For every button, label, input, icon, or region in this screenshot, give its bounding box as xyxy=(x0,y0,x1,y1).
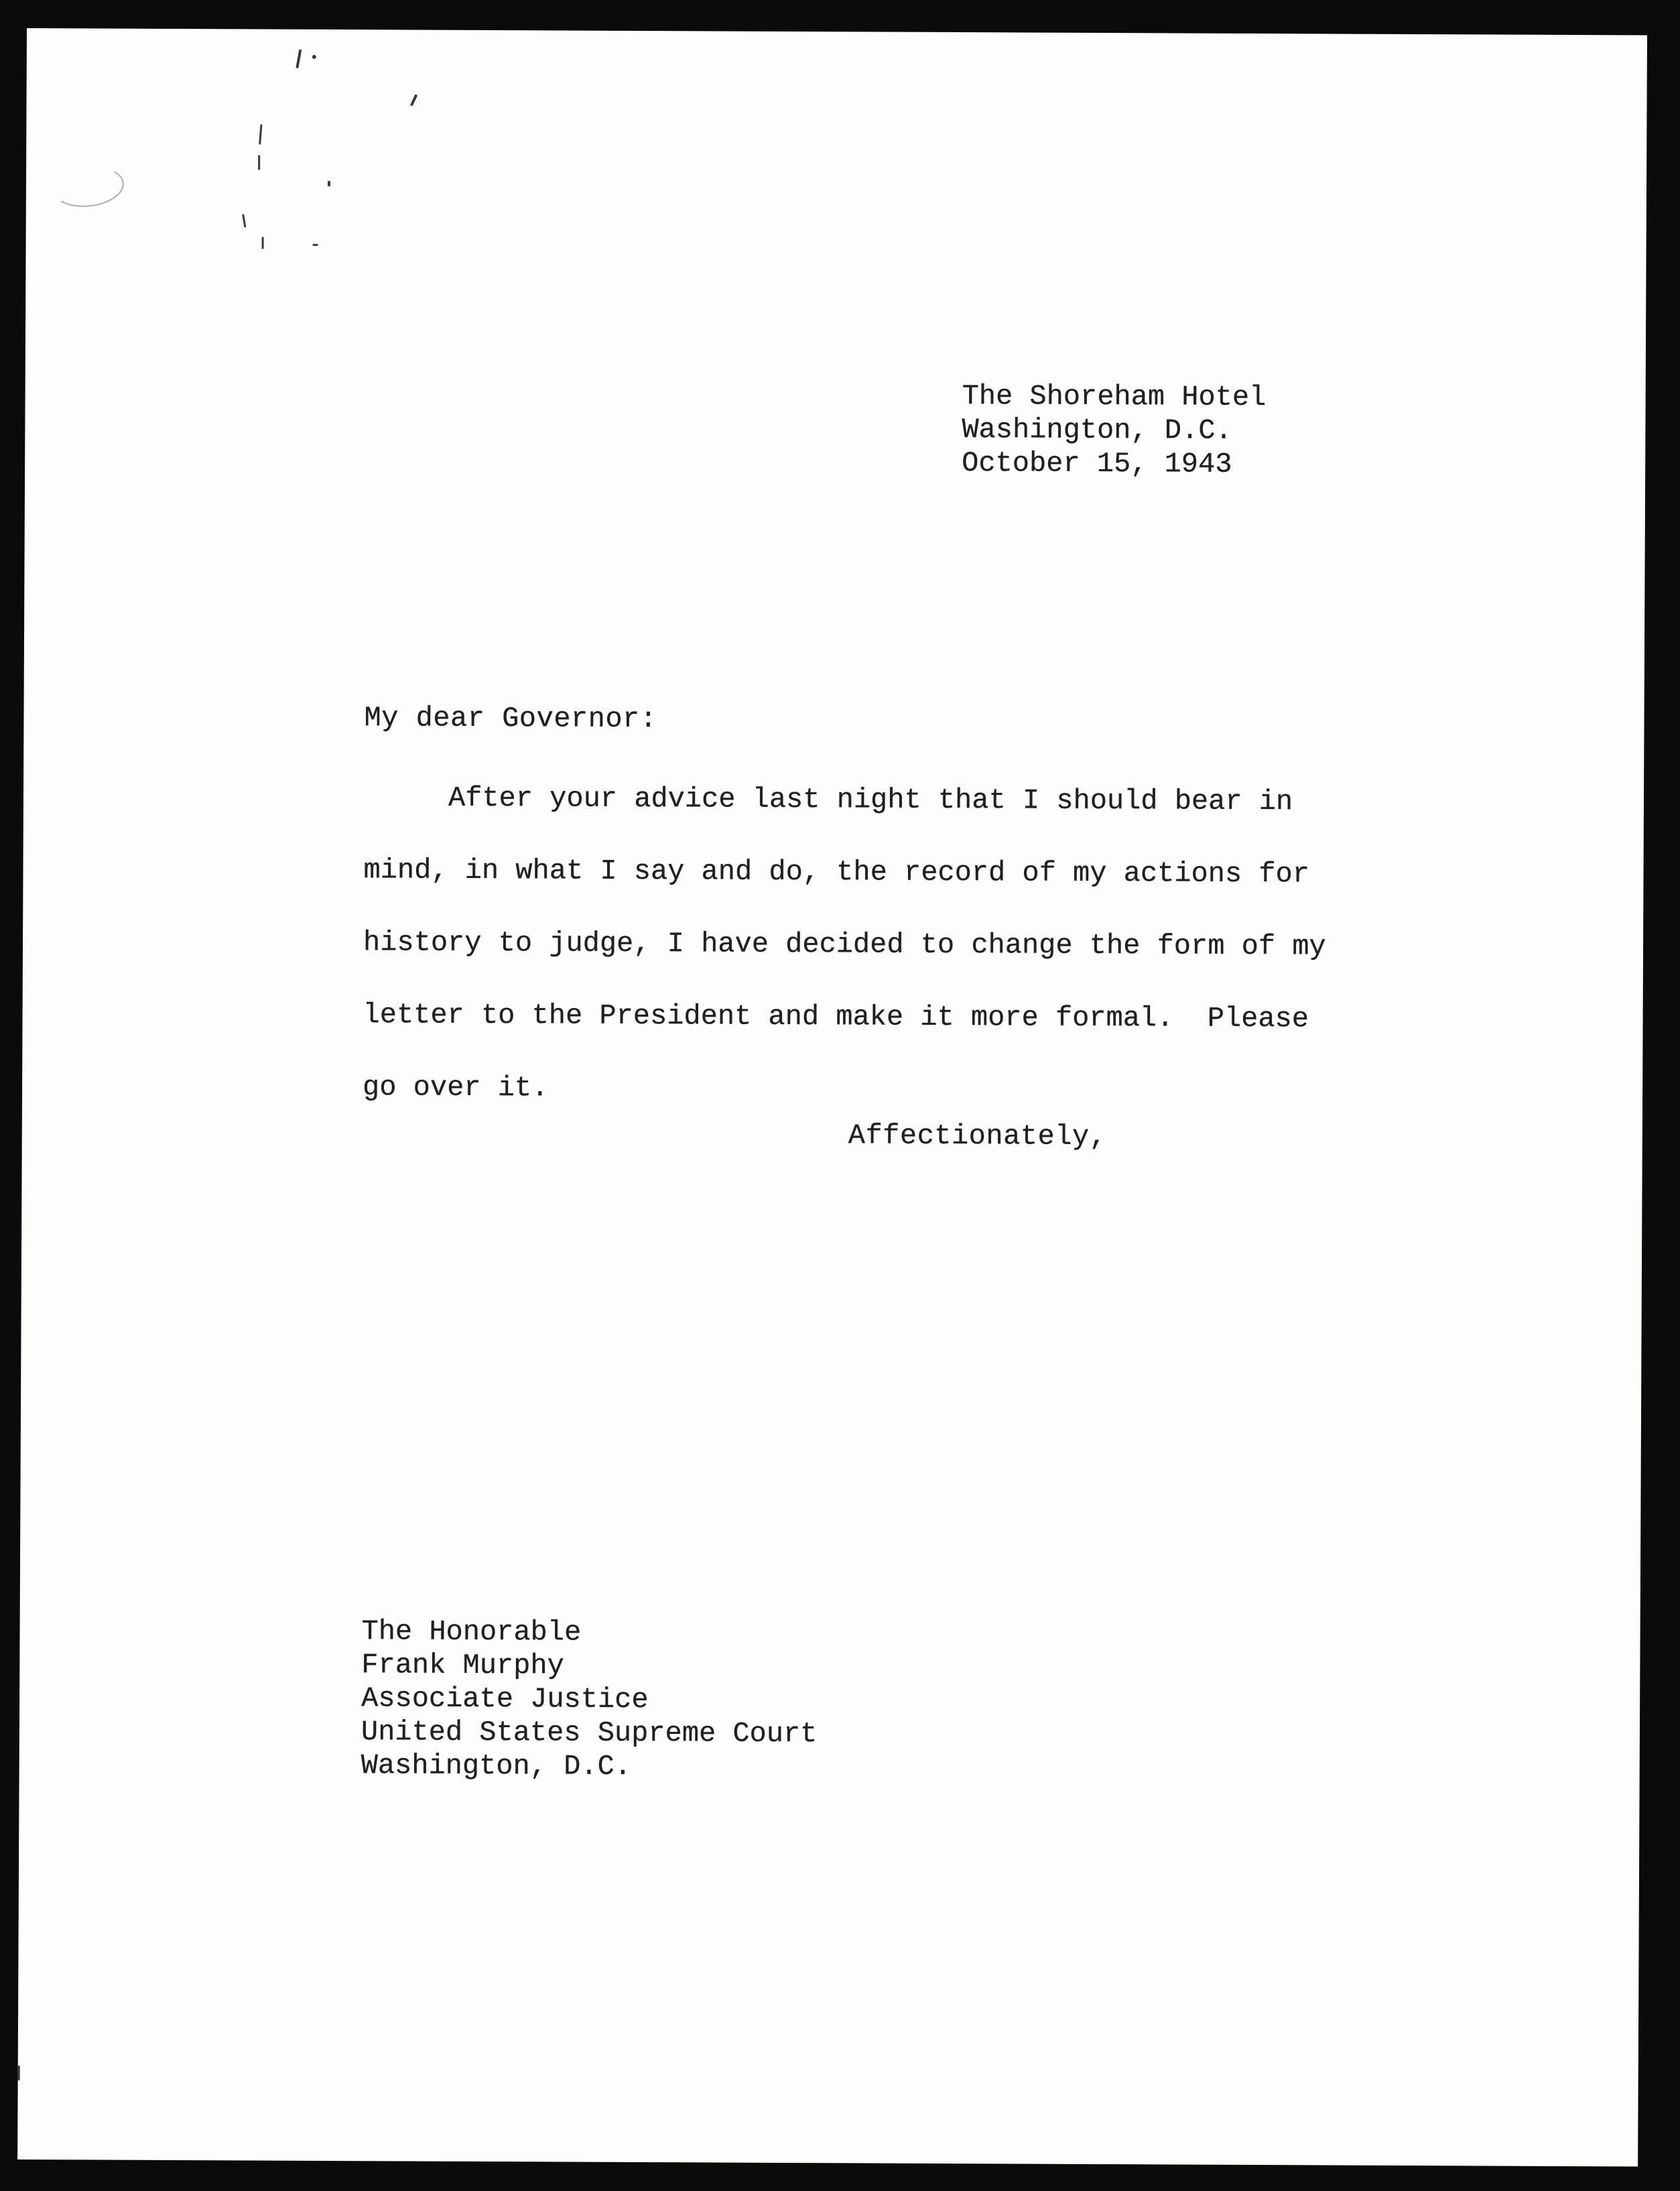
address-line: Frank Murphy xyxy=(361,1649,564,1682)
body-line: go over it. xyxy=(363,1071,549,1105)
letterhead-block xyxy=(962,379,1266,481)
salutation: My dear Governor: xyxy=(364,702,657,736)
address-line: The Honorable xyxy=(361,1615,582,1649)
closing: Affectionately, xyxy=(848,1119,1107,1153)
body-line: mind, in what I say and do, the record of my actions for xyxy=(363,854,1310,891)
recipient-address xyxy=(361,1615,818,1784)
ink-smudge xyxy=(50,163,125,210)
address-line: Washington, D.C. xyxy=(361,1749,632,1783)
letter-page xyxy=(17,28,1647,2167)
body-line: After your advice last night that I should bear in xyxy=(448,781,1293,818)
letterhead-city: Washington, D.C. xyxy=(962,414,1232,447)
letter-body xyxy=(363,761,1327,1127)
letterhead-hotel: The Shoreham Hotel xyxy=(962,380,1267,414)
letterhead-date: October 15, 1943 xyxy=(962,447,1232,481)
body-line: history to judge, I have decided to change the form of my xyxy=(363,926,1326,963)
margin-specks xyxy=(27,28,1647,36)
body-line: letter to the President and make it more formal. Please xyxy=(363,999,1309,1036)
address-line: Associate Justice xyxy=(361,1682,649,1716)
address-line: United States Supreme Court xyxy=(361,1716,818,1751)
